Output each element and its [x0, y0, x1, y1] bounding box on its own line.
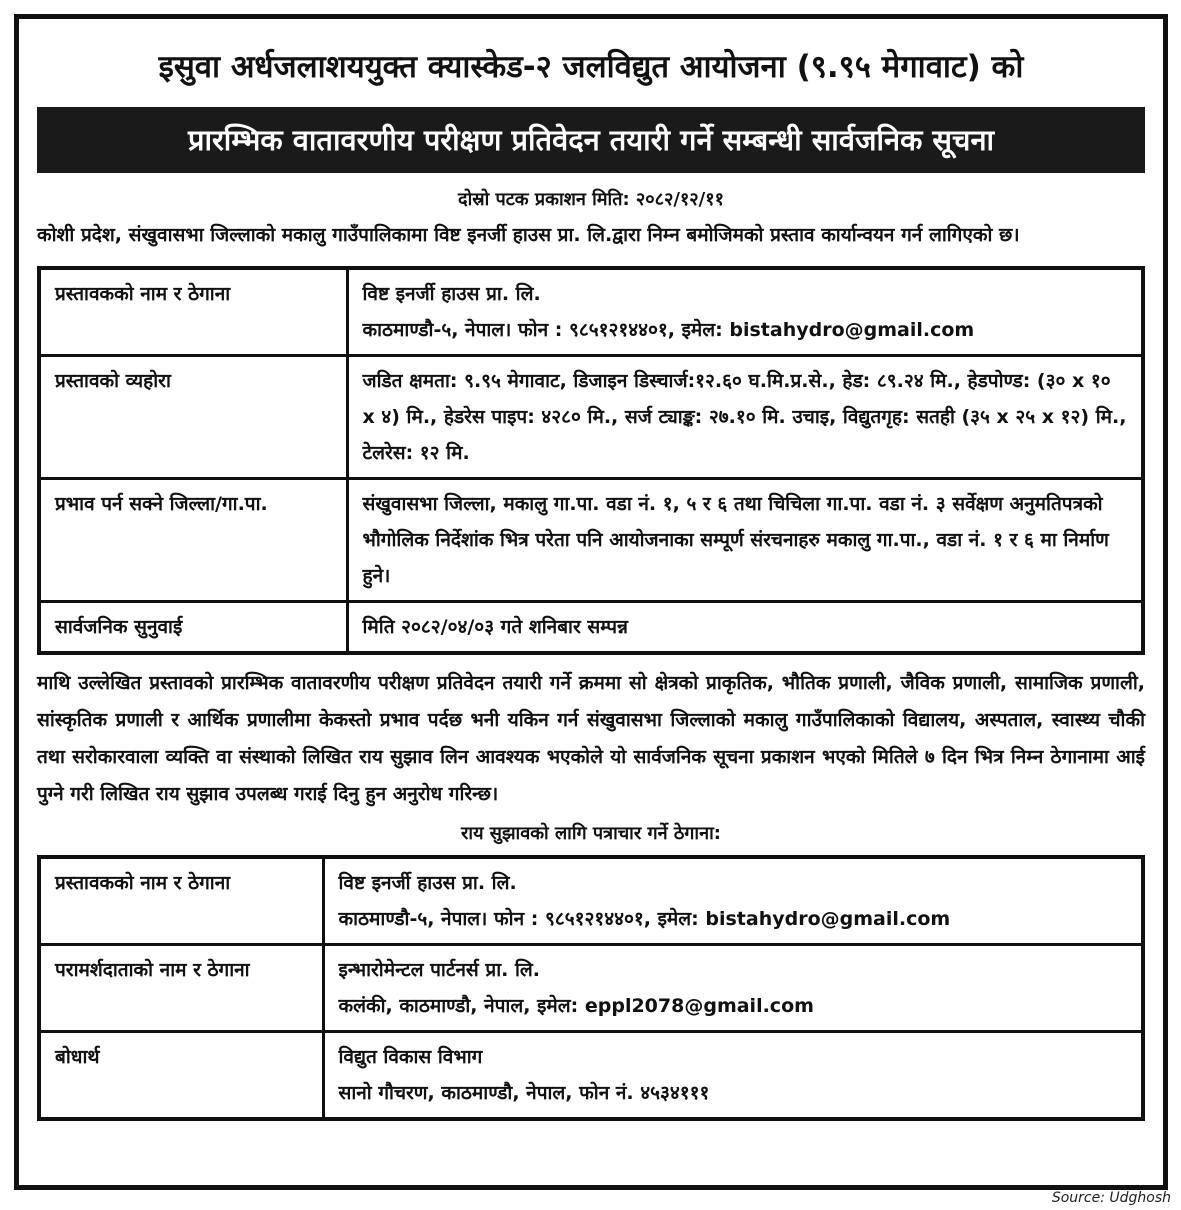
- publication-date: दोस्रो पटक प्रकाशन मिति: २०८२/१२/११: [458, 189, 724, 210]
- value-line: कलंकी, काठमाण्डौ, नेपाल, इमेल: eppl2078@gmail.com: [338, 995, 814, 1017]
- notice-title: इसुवा अर्धजलाशययुक्त क्यास्केड-२ जलविद्युत आयोजना (९.९५ मेगावाट) को: [158, 49, 1024, 85]
- value-line: विष्ट इनर्जी हाउस प्रा. लि.: [338, 872, 517, 894]
- table-row: [39, 268, 1143, 356]
- row-value: [323, 945, 1143, 1032]
- table-row: [39, 945, 1143, 1032]
- value-line: विष्ट इनर्जी हाउस प्रा. लि.: [362, 283, 541, 305]
- value-line: जडित क्षमता: ९.९५ मेगावाट, डिजाइन डिस्चार्ज:१२.६० घ.मि.प्र.से., हेड: ८९.२४ मि., हेडपोण्ड: (३० x १० x ४) मि., हेडरेस पाइप: ४२८० मि., सर्ज ट्याङ्क: २७.१० मि. उचाइ, विद्युतगृह: सतही (३५ x २५ x १२) मि., टेलरेस: १२ मि.: [362, 370, 1127, 464]
- value-line: संखुवासभा जिल्ला, मकालु गा.पा. वडा नं. १, ५ र ६ तथा चिचिला गा.पा. वडा नं. ३ सर्वेक्षण अनुमतिपत्रको भौगोलिक निर्देशांक भित्र परेता पनि आयोजनाका सम्पूर्ण संरचनाहरु मकालु गा.पा., वडा नं. १ र ६ मा निर्माण हुने।: [362, 493, 1109, 587]
- notice-frame: [14, 14, 1168, 1190]
- value-line: काठमाण्डौ-५, नेपाल। फोन : ९८५१२१४४०१, इमेल: bistahydro@gmail.com: [338, 908, 951, 930]
- row-value: [347, 356, 1143, 479]
- value-line: विद्युत विकास विभाग: [338, 1046, 483, 1068]
- row-label: प्रस्तावकको नाम र ठेगाना: [39, 268, 347, 356]
- row-label: बोधार्थ: [39, 1032, 323, 1120]
- project-details-table: [37, 266, 1145, 655]
- value-line: काठमाण्डौ-५, नेपाल। फोन : ९८५१२१४४०१, इमेल: bistahydro@gmail.com: [362, 319, 975, 341]
- row-label: प्रस्तावको व्यहोरा: [39, 356, 347, 479]
- row-value: [347, 479, 1143, 602]
- body-paragraph: माथि उल्लेखित प्रस्तावको प्रारम्भिक वातावरणीय परीक्षण प्रतिवेदन तयारी गर्ने क्रममा सो क्षेत्रको प्राकृतिक, भौतिक प्रणाली, जैविक प्रणाली, सामाजिक प्रणाली, सांस्कृतिक प्रणाली र आर्थिक प्रणालीमा केकस्तो प्रभाव पर्दछ भनी यकिन गर्न संखुवासभा जिल्लाको मकालु गाउँपालिकाको विद्यालय, अस्पताल, स्वास्थ्य चौकी तथा सरोकारवाला व्यक्ति वा संस्थाको लिखित राय सुझाव लिन आवश्यक भएकोले यो सार्वजनिक सूचना प्रकाशन भएको मितिले ७ दिन भित्र निम्न ठेगानामा आई पुग्ने गरी लिखित राय सुझाव उपलब्ध गराई दिनु हुन अनुरोध गरिन्छ।: [37, 672, 1145, 805]
- value-line: सानो गौचरण, काठमाण्डौ, नेपाल, फोन नं. ४५३४१११: [338, 1082, 710, 1104]
- row-value: [347, 268, 1143, 356]
- table-row: [39, 602, 1143, 654]
- contact-table: [37, 855, 1145, 1121]
- value-line: मिति २०८२/०४/०३ गते शनिबार सम्पन्न: [362, 616, 628, 638]
- intro-paragraph: कोशी प्रदेश, संखुवासभा जिल्लाको मकालु गाउँपालिकामा विष्ट इनर्जी हाउस प्रा. लि.द्वारा निम्न बमोजिमको प्रस्ताव कार्यान्वयन गर्न लागिएको छ।: [37, 224, 1020, 246]
- notice-banner: प्रारम्भिक वातावरणीय परीक्षण प्रतिवेदन तयारी गर्ने सम्बन्धी सार्वजनिक सूचना: [37, 107, 1145, 173]
- row-label: परामर्शदाताको नाम र ठेगाना: [39, 945, 323, 1032]
- row-value: [323, 1032, 1143, 1120]
- row-value: [347, 602, 1143, 654]
- row-label: प्रभाव पर्न सक्ने जिल्ला/गा.पा.: [39, 479, 347, 602]
- table-row: [39, 1032, 1143, 1120]
- row-label: सार्वजनिक सुनुवाई: [39, 602, 347, 654]
- row-label: प्रस्तावकको नाम र ठेगाना: [39, 857, 323, 945]
- table-row: [39, 857, 1143, 945]
- source-credit: Source: Udghosh: [1051, 1190, 1171, 1206]
- row-value: [323, 857, 1143, 945]
- table-row: [39, 479, 1143, 602]
- value-line: इन्भारोमेन्टल पार्टनर्स प्रा. लि.: [338, 959, 540, 981]
- table-row: [39, 356, 1143, 479]
- contact-heading: राय सुझावको लागि पत्राचार गर्ने ठेगाना:: [461, 823, 721, 844]
